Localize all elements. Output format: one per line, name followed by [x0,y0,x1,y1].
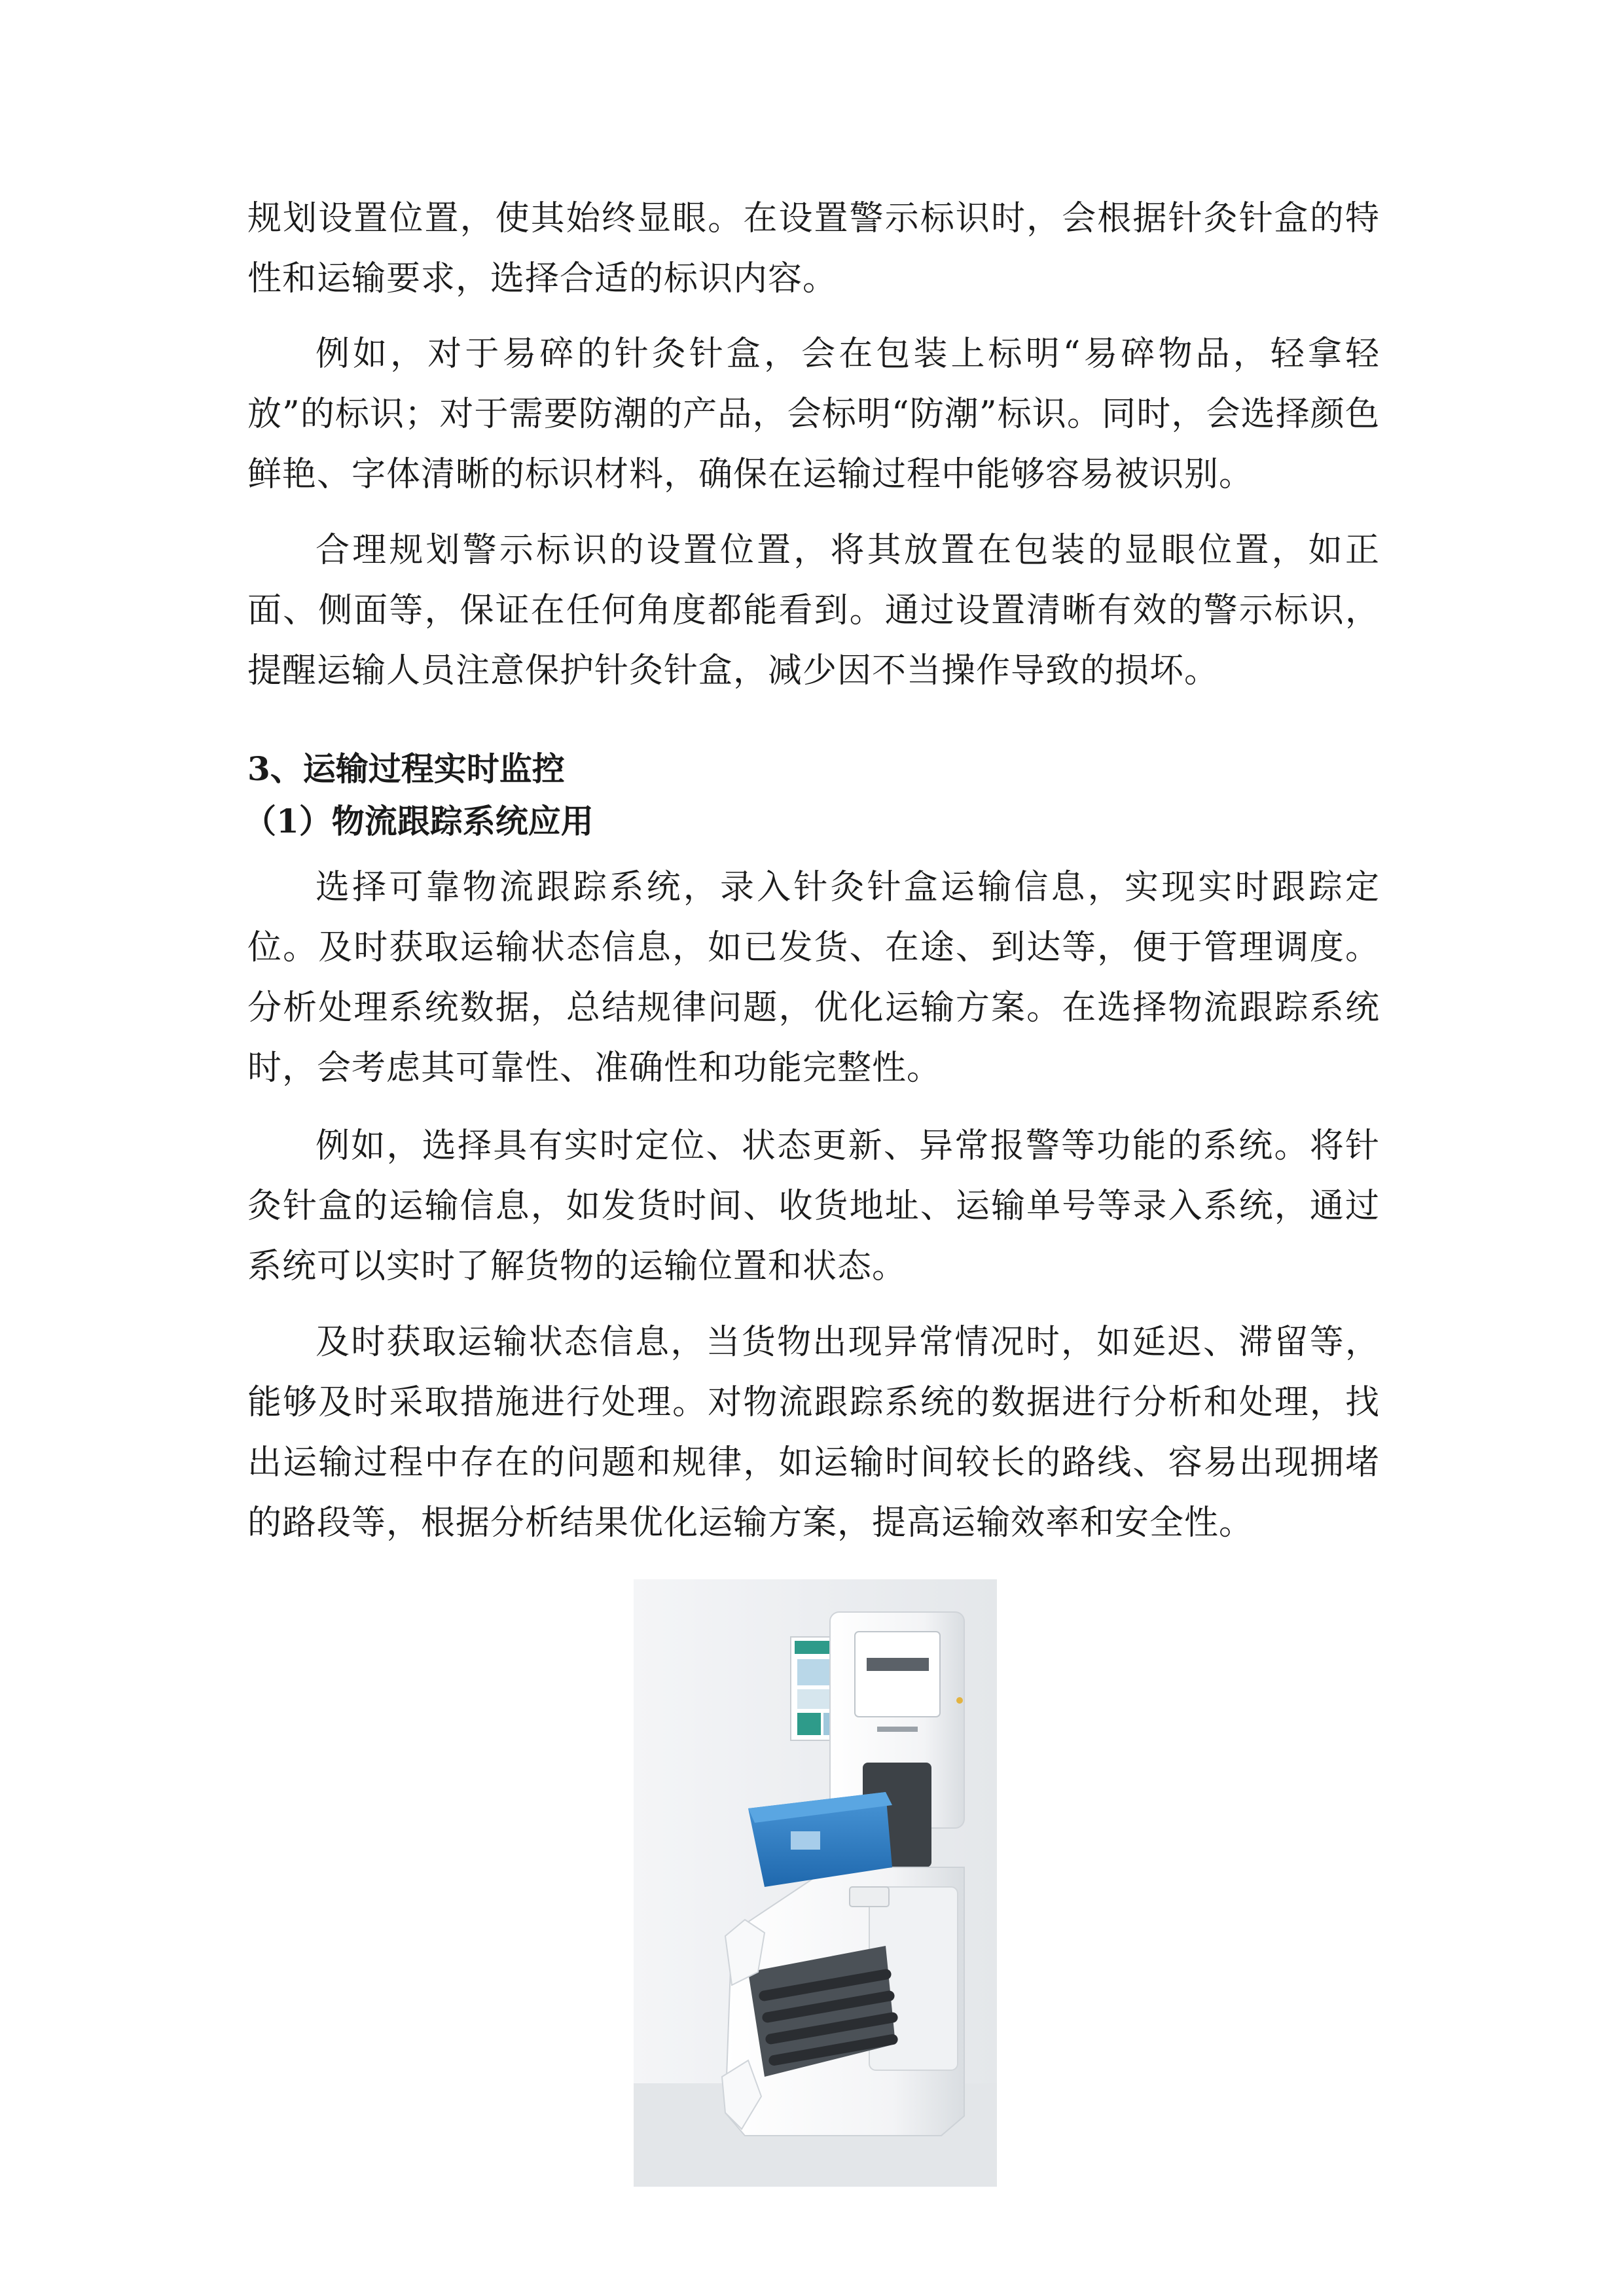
subsection-heading: （1）物流跟踪系统应用 [244,802,594,840]
section-heading: 3、运输过程实时监控 [247,749,565,788]
paragraph-example-labels: 例如，对于易碎的针灸针盒，会在包装上标明“易碎物品，轻拿轻放”的标识；对于需要防潮的产品，会标明“防潮”标识。同时，会选择颜色鲜艳、字体清晰的标识材料，确保在运输过程中能够容易被识别。 [247,334,1380,494]
paragraph-tracking-analysis: 及时获取运输状态信息，当货物出现异常情况时，如延迟、滞留等，能够及时采取措施进行处理。对物流跟踪系统的数据进行分析和处理，找出运输过程中存在的问题和规律，如运输时间较长的路线、容易出现拥堵的路段等，根据分析结果优化运输方案，提高运输效率和安全性。 [247,1323,1380,1543]
paragraph-tracking-example: 例如，选择具有实时定位、状态更新、异常报警等功能的系统。将针灸针盒的运输信息，如发货时间、收货地址、运输单号等录入系统，通过系统可以实时了解货物的运输位置和状态。 [247,1126,1380,1286]
paragraph-continued: 规划设置位置，使其始终显眼。在设置警示标识时，会根据针灸针盒的特性和运输要求，选择合适的标识内容。 [247,199,1380,298]
paragraph-label-placement: 合理规划警示标识的设置位置，将其放置在包装的显眼位置，如正面、侧面等，保证在任何角度都能看到。通过设置清晰有效的警示标识，提醒运输人员注意保护针灸针盒，减少因不当操作导致的损坏。 [247,531,1380,691]
logistics-machine-photo [634,1579,997,2187]
paragraph-tracking-system: 选择可靠物流跟踪系统，录入针灸针盒运输信息，实现实时跟踪定位。及时获取运输状态信息，如已发货、在途、到达等，便于管理调度。分析处理系统数据，总结规律问题，优化运输方案。在选择物流跟踪系统时，会考虑其可靠性、准确性和功能完整性。 [247,868,1380,1088]
